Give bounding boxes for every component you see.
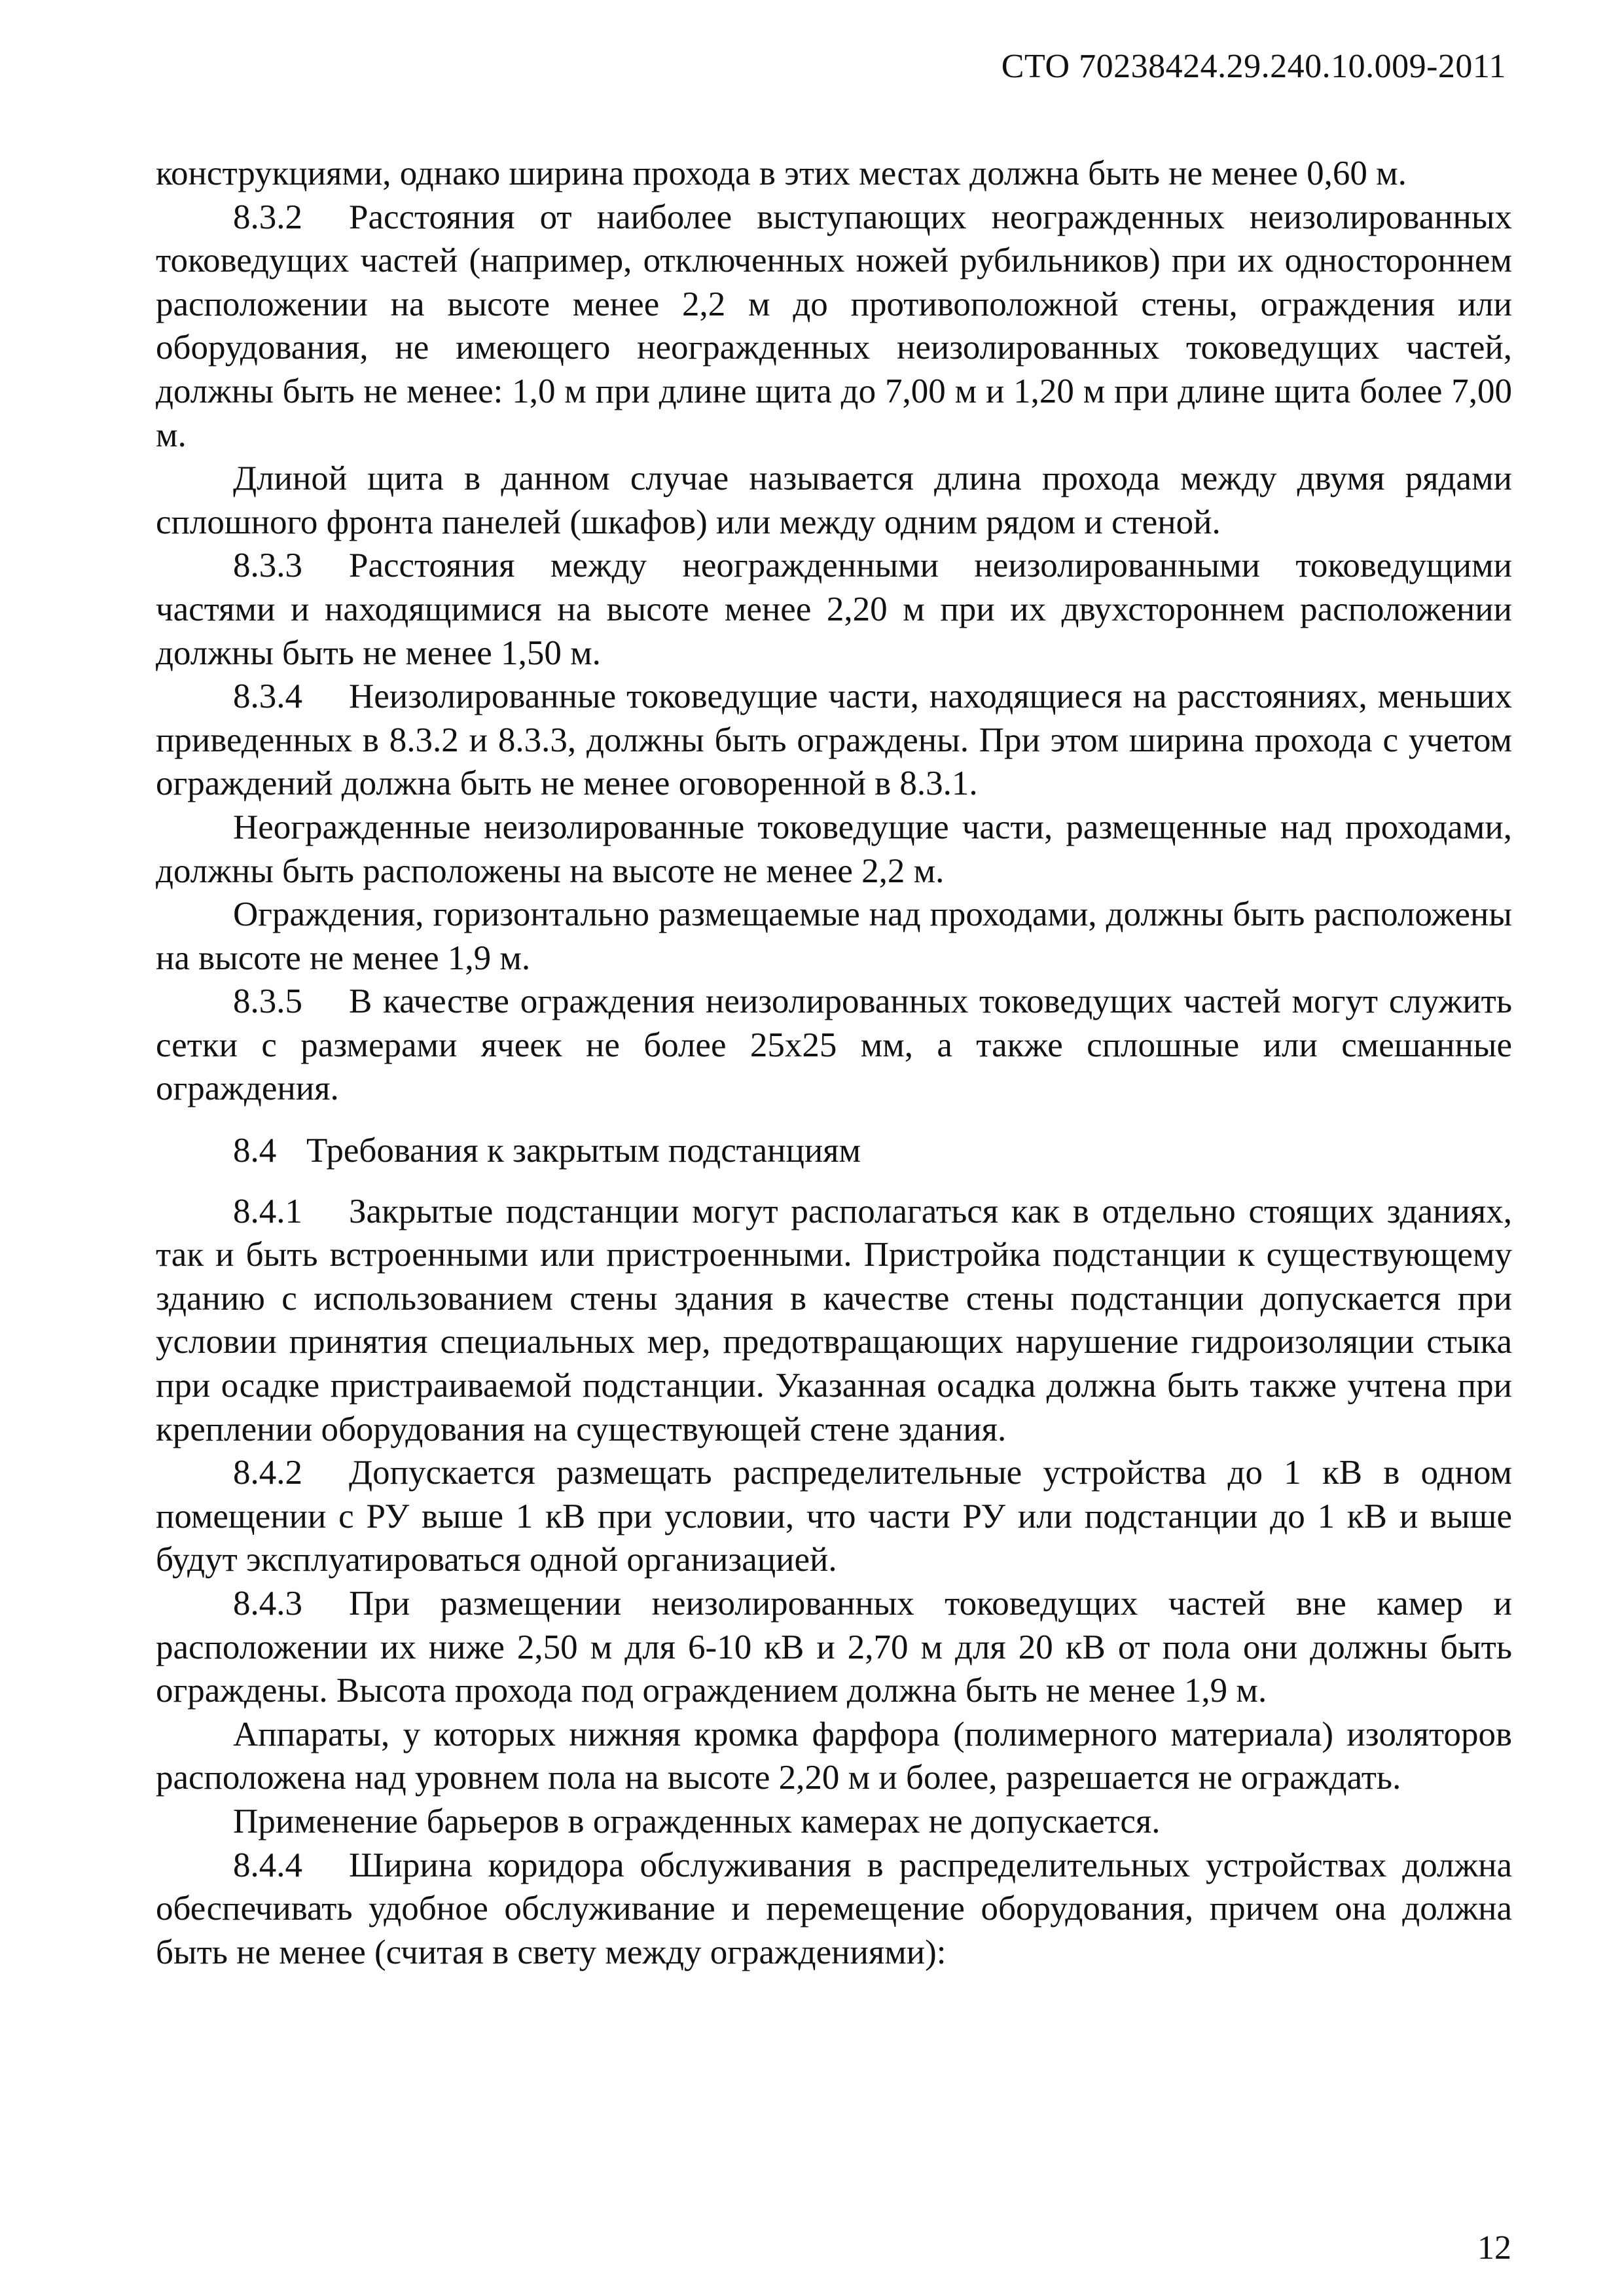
paragraph-text: Закрытые подстанции могут располагаться как в отдельно стоящих зданиях, так и быть встроенными или пристроенными. Пристройка подстанции к существующему зданию с использованием стены здания в качестве стены подстанции допускается при условии принятия специальных мер, предотвращающих нарушение гидроизоляции стыка при осадке пристраиваемой подстанции. Указанная осадка должна быть также учтена при креплении оборудования на существующей стене здания. bbox=[156, 1192, 1512, 1448]
paragraph-8-3-5 bbox=[156, 980, 1512, 1111]
paragraph-text: Расстояния от наиболее выступающих неогражденных неизолированных токоведущих частей (например, отключенных ножей рубильников) при их одностороннем расположении на высоте менее 2,2 м до противоположной стены, ограждения или оборудования, не имеющего неогражденных неизолированных токоведущих частей, должны быть не менее: 1,0 м при длине щита до 7,00 м и 1,20 м при длине щита более 7,00 м. bbox=[156, 198, 1512, 454]
paragraph-8-4-1 bbox=[156, 1190, 1512, 1452]
paragraph-apparatus bbox=[156, 1713, 1512, 1800]
paragraph-horizontal-fences bbox=[156, 893, 1512, 980]
paragraph-continuation bbox=[156, 152, 1512, 196]
section-number: 8.4 bbox=[233, 1132, 277, 1170]
paragraph-text: Расстояния между неогражденными неизолированными токоведущими частями и находящимися на высоте менее 2,20 м при их двухстороннем расположении должны быть не менее 1,50 м. bbox=[156, 547, 1512, 672]
clause-number: 8.3.5 bbox=[233, 982, 302, 1021]
clause-number: 8.4.4 bbox=[233, 1846, 302, 1884]
paragraph-text: Длиной щита в данном случае называется длина прохода между двумя рядами сплошного фронта панелей (шкафов) или между одним рядом и стеной. bbox=[156, 459, 1512, 541]
document-code-header: СТО 70238424.29.240.10.009-2011 bbox=[1001, 48, 1506, 85]
page-number: 12 bbox=[1477, 2229, 1511, 2267]
clause-number: 8.4.2 bbox=[233, 1454, 302, 1492]
paragraph-text: Применение барьеров в огражденных камерах не допускается. bbox=[233, 1802, 1161, 1840]
paragraph-8-4-3 bbox=[156, 1582, 1512, 1713]
paragraph-text: Ограждения, горизонтально размещаемые над проходами, должны быть расположены на высоте не менее 1,9 м. bbox=[156, 895, 1512, 977]
paragraph-8-3-3 bbox=[156, 544, 1512, 675]
paragraph-8-3-2 bbox=[156, 196, 1512, 457]
paragraph-text: Неизолированные токоведущие части, находящиеся на расстояниях, меньших приведенных в 8.3.2 и 8.3.3, должны быть ограждены. При этом ширина прохода с учетом ограждений должна быть не менее оговоренной в 8.3.1. bbox=[156, 677, 1512, 803]
paragraph-8-3-4 bbox=[156, 675, 1512, 806]
paragraph-barriers bbox=[156, 1800, 1512, 1844]
clause-number: 8.3.4 bbox=[233, 677, 302, 716]
clause-number: 8.4.1 bbox=[233, 1192, 302, 1230]
section-heading-8-4 bbox=[156, 1129, 1512, 1173]
paragraph-8-4-2 bbox=[156, 1451, 1512, 1582]
paragraph-text: конструкциями, однако ширина прохода в этих местах должна быть не менее 0,60 м. bbox=[156, 154, 1407, 192]
paragraph-8-4-4 bbox=[156, 1844, 1512, 1975]
paragraph-text: Допускается размещать распределительные устройства до 1 кВ в одном помещении с РУ выше 1 кВ при условии, что части РУ или подстанции до 1 кВ и выше будут эксплуатироваться одной организацией. bbox=[156, 1454, 1512, 1579]
clause-number: 8.3.2 bbox=[233, 198, 302, 236]
clause-number: 8.3.3 bbox=[233, 547, 302, 585]
clause-number: 8.4.3 bbox=[233, 1585, 302, 1623]
paragraph-text: Аппараты, у которых нижняя кромка фарфора (полимерного материала) изоляторов расположена над уровнем пола на высоте 2,20 м и более, разрешается не ограждать. bbox=[156, 1715, 1512, 1797]
paragraph-text: Неогражденные неизолированные токоведущие части, размещенные над проходами, должны быть расположены на высоте не менее 2,2 м. bbox=[156, 808, 1512, 890]
section-title: Требования к закрытым подстанциям bbox=[306, 1132, 861, 1170]
paragraph-text: Ширина коридора обслуживания в распределительных устройствах должна обеспечивать удобное обслуживание и перемещение оборудования, причем она должна быть не менее (считая в свету между ограждениями): bbox=[156, 1846, 1512, 1971]
paragraph-text: В качестве ограждения неизолированных токоведущих частей могут служить сетки с размерами ячеек не более 25х25 мм, а также сплошные или смешанные ограждения. bbox=[156, 982, 1512, 1108]
paragraph-panel-length bbox=[156, 457, 1512, 544]
paragraph-overhead-parts bbox=[156, 806, 1512, 893]
paragraph-text: При размещении неизолированных токоведущих частей вне камер и расположении их ниже 2,50 м для 6-10 кВ и 2,70 м для 20 кВ от пола они должны быть ограждены. Высота прохода под ограждением должна быть не менее 1,9 м. bbox=[156, 1585, 1512, 1710]
document-body bbox=[156, 152, 1512, 1974]
